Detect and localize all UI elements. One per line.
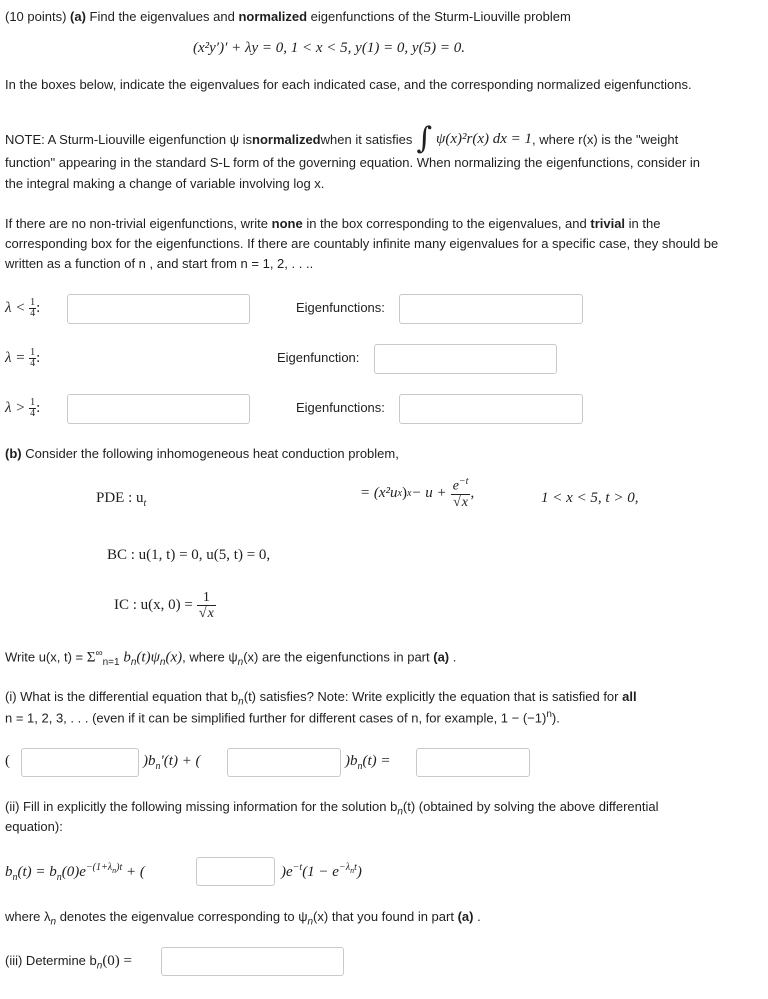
initial-condition: IC : u(x, 0) = $\frac{1}{√x}$	[114, 590, 214, 622]
bn-solution-expr: $b_n(t) = b_n(0)e^{-(1+\lambda_n)t}$ + (	[5, 862, 145, 883]
question-ii-line-2: equation):	[5, 819, 63, 834]
pde-rhs: = (x²u x ) x − u + $\frac{e^{-t}}{√x}$ ,	[360, 476, 475, 511]
part-a-intro: (10 points) (a) Find the eigenvalues and normalized eigenfunctions of the Sturm-Liouville problem	[5, 9, 571, 24]
q1-end-expr: )$b_n(t)$ =	[345, 753, 391, 772]
where-lambda-text: where $\lambda_n$ denotes the eigenvalue corresponding to $\psi_n(x)$ that you found in part (a) .	[5, 909, 481, 928]
question-i-line-1: (i) What is the differential equation that $b_n(t)$ satisfies? Note: Write explicitly the equation that is satisfied for all	[5, 689, 637, 708]
eigenfunctions-gt-label: Eigenfunctions:	[296, 400, 385, 415]
q1-rhs-input[interactable]	[416, 748, 530, 777]
case-lt-label: λ < $\frac{1}{4}$ :	[5, 297, 41, 319]
bn0-input[interactable]	[161, 947, 344, 976]
sl-equation: (x²y′)′ + λy = 0, 1 < x < 5, y(1) = 0, y(5) = 0.	[193, 40, 465, 56]
note-line-3: the integral making a change of variable involving log x.	[5, 176, 325, 191]
eigenvalue-gt-input[interactable]	[67, 394, 250, 424]
pde-label: PDE : $u_t$	[96, 490, 147, 509]
q1-coefficient-2-input[interactable]	[227, 748, 341, 777]
eigenvalue-lt-input[interactable]	[67, 294, 250, 324]
case-eq-label: λ = $\frac{1}{4}$ :	[5, 347, 41, 369]
normalization-note: NOTE: A Sturm-Liouville eigenfunction ψ is normalized when it satisfies ∫ ψ(x)²r(x) dx = 1 , where r(x) is the "weight	[5, 121, 679, 156]
q2-coefficient-input[interactable]	[196, 857, 275, 886]
integral-sign-icon: ∫	[416, 121, 433, 156]
question-ii-line-1: (ii) Fill in explicitly the following missing information for the solution $b_n(t)$ (obtained by solving the above differential	[5, 799, 659, 818]
series-expansion-text: Write u(x, $t) = \Sigma^\infty_{n=1}$ $b_n(t)\psi_n(x)$, where $\psi_n(x)$ are the eigenfunctions in part (a) .	[5, 648, 457, 668]
question-iii-label: (iii) Determine $b_n(0)$ =	[5, 953, 133, 972]
case-gt-label: λ > $\frac{1}{4}$ :	[5, 397, 41, 419]
part-b-intro: (b) Consider the following inhomogeneous heat conduction problem,	[5, 446, 399, 461]
instructions-text: In the boxes below, indicate the eigenvalues for each indicated case, and the corresponding normalized eigenfunctions.	[5, 77, 692, 92]
nontrivial-line-2: corresponding box for the eigenfunctions. If there are countably infinite many eigenvalues for a specific case, they should be	[5, 236, 719, 251]
nontrivial-line-3: written as a function of n , and start from n = 1, 2, . . ..	[5, 256, 314, 271]
note-line-2: function" appearing in the standard S-L form of the governing equation. When normalizing the eigenfunctions, consider in	[5, 155, 701, 170]
nontrivial-line-1: If there are no non-trivial eigenfunctions, write none in the box corresponding to the eigenvalues, and trivial in the	[5, 216, 661, 231]
eigenfunction-eq-input[interactable]	[374, 344, 557, 374]
q1-coefficient-1-input[interactable]	[21, 748, 139, 777]
eigenfunction-lt-input[interactable]	[399, 294, 583, 324]
eigenfunctions-lt-label: Eigenfunctions:	[296, 300, 385, 315]
eigenfunction-eq-label: Eigenfunction:	[277, 350, 360, 365]
q1-middle-expr: )$b_n'(t)$ + (	[143, 753, 201, 772]
eigenfunction-gt-input[interactable]	[399, 394, 583, 424]
q1-open-paren: (	[5, 753, 10, 769]
bn-solution-tail: )$e^{-t}(1 - e^{-\lambda_nt})$	[281, 862, 362, 880]
boundary-conditions: BC : u(1, t) = 0, u(5, t) = 0,	[107, 547, 271, 563]
question-i-line-2: n = 1, 2, 3, . . . (even if it can be simplified further for different cases of n, for example, $1 - (-1)^n$).	[5, 709, 560, 726]
pde-domain: 1 < x < 5, t > 0,	[541, 490, 639, 506]
